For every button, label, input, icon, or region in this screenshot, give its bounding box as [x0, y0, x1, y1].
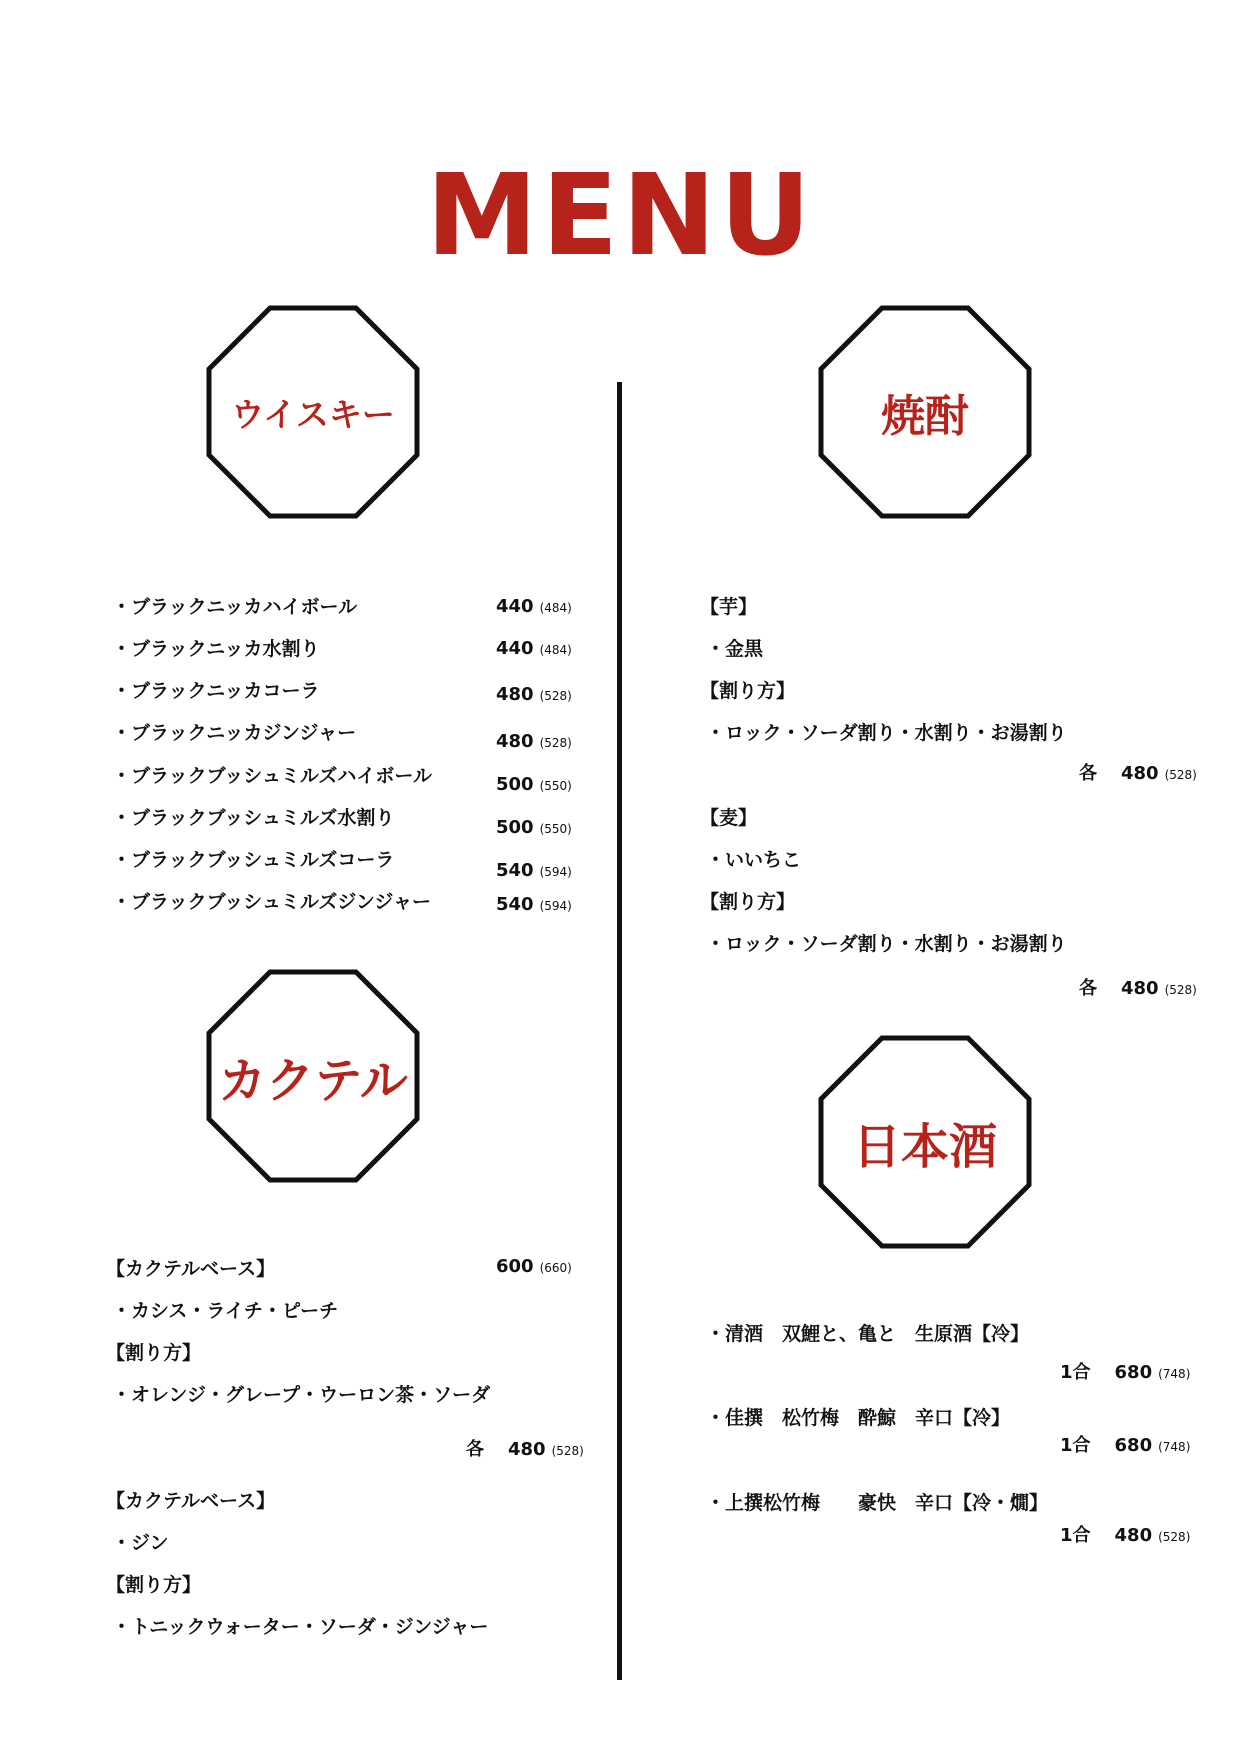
sake-item-name: ・上撰松竹梅 豪快 辛口【冷・燗】 — [706, 1492, 1049, 1514]
cocktail-mixers: ・トニックウォーター・ソーダ・ジンジャー — [112, 1616, 489, 1638]
whisky-item-name: ・ブラックニッカジンジャー — [112, 722, 357, 744]
sake-item-name: ・清酒 双鯉と、亀と 生原酒【冷】 — [706, 1323, 1030, 1345]
section-title-cocktail: カクテル — [218, 1052, 408, 1109]
section-title-shochu: 焼酎 — [881, 391, 969, 442]
section-badge-sake — [818, 1035, 1032, 1249]
price-value: 540 — [496, 860, 534, 881]
cocktail-base-header: 【カクテルベース】 — [106, 1258, 276, 1280]
whisky-item-price — [496, 862, 572, 880]
price-with-tax: (748) — [1158, 1440, 1191, 1454]
price-value: 600 — [496, 1256, 534, 1277]
price-value: 480 — [496, 731, 534, 752]
sake-item-price — [1060, 1364, 1190, 1382]
cocktail-mix-header: 【割り方】 — [106, 1342, 202, 1364]
price-with-tax: (484) — [539, 601, 572, 615]
sake-item-name: ・佳撰 松竹梅 酔鯨 辛口【冷】 — [706, 1407, 1011, 1429]
each-label: 各 — [466, 1439, 484, 1460]
price-with-tax: (594) — [539, 899, 572, 913]
cocktail-each-price — [466, 1441, 584, 1459]
price-value: 480 — [1121, 978, 1159, 999]
section-badge-shochu — [818, 305, 1032, 519]
shochu-imo-price — [1079, 765, 1197, 783]
whisky-item-name: ・ブラックニッカ水割り — [112, 638, 320, 660]
whisky-item-price — [496, 776, 572, 794]
section-title-sake: 日本酒 — [852, 1118, 997, 1175]
cocktail-base-header: 【カクテルベース】 — [106, 1490, 276, 1512]
whisky-item-price — [496, 640, 572, 658]
shochu-mugi-mixers: ・ロック・ソーダ割り・水割り・お湯割り — [706, 933, 1067, 955]
whisky-item-name: ・ブラックブッシュミルズジンジャー — [112, 891, 432, 913]
whisky-item-price — [496, 686, 572, 704]
price-value: 480 — [508, 1439, 546, 1460]
sake-item-price — [1060, 1527, 1190, 1545]
price-value: 680 — [1114, 1362, 1153, 1383]
whisky-item-price — [496, 733, 572, 751]
each-label: 各 — [1079, 978, 1097, 999]
price-value: 480 — [1114, 1525, 1153, 1546]
column-divider — [617, 382, 622, 1680]
section-badge-whisky — [206, 305, 420, 519]
sake-item-price — [1060, 1437, 1190, 1455]
price-with-tax: (594) — [539, 865, 572, 879]
price-with-tax: (528) — [1164, 983, 1197, 997]
unit-label: 1合 — [1060, 1435, 1091, 1456]
whisky-item-name: ・ブラックブッシュミルズ水割り — [112, 807, 395, 829]
shochu-imo-mixers: ・ロック・ソーダ割り・水割り・お湯割り — [706, 722, 1067, 744]
section-title-whisky: ウイスキー — [231, 394, 395, 434]
cocktail-bases: ・ジン — [112, 1532, 169, 1554]
price-with-tax: (748) — [1158, 1367, 1191, 1381]
price-value: 440 — [496, 638, 534, 659]
price-with-tax: (484) — [539, 643, 572, 657]
shochu-imo-item: ・金黒 — [706, 638, 764, 660]
price-with-tax: (660) — [539, 1261, 572, 1275]
price-with-tax: (528) — [539, 736, 572, 750]
price-with-tax: (550) — [539, 822, 572, 836]
cocktail-base-price — [496, 1258, 572, 1276]
price-value: 440 — [496, 596, 534, 617]
whisky-item-name: ・ブラックニッカコーラ — [112, 680, 320, 702]
price-with-tax: (528) — [539, 689, 572, 703]
price-value: 540 — [496, 894, 534, 915]
price-value: 680 — [1114, 1435, 1153, 1456]
shochu-mugi-mix-header: 【割り方】 — [700, 891, 796, 913]
price-value: 480 — [496, 684, 534, 705]
shochu-imo-header: 【芋】 — [700, 596, 758, 618]
whisky-item-price — [496, 819, 572, 837]
price-value: 500 — [496, 817, 534, 838]
whisky-item-name: ・ブラックブッシュミルズハイボール — [112, 765, 432, 787]
cocktail-bases: ・カシス・ライチ・ピーチ — [112, 1300, 339, 1322]
whisky-item-price — [496, 598, 572, 616]
unit-label: 1合 — [1060, 1525, 1091, 1546]
price-with-tax: (528) — [551, 1444, 584, 1458]
price-value: 480 — [1121, 763, 1159, 784]
unit-label: 1合 — [1060, 1362, 1091, 1383]
price-with-tax: (528) — [1158, 1530, 1191, 1544]
price-with-tax: (528) — [1164, 768, 1197, 782]
shochu-mugi-header: 【麦】 — [700, 807, 758, 829]
shochu-mugi-item: ・いいちこ — [706, 849, 802, 871]
shochu-mugi-price — [1079, 980, 1197, 998]
whisky-item-name: ・ブラックブッシュミルズコーラ — [112, 849, 395, 871]
whisky-item-name: ・ブラックニッカハイボール — [112, 596, 358, 618]
section-badge-cocktail — [206, 969, 420, 1183]
shochu-imo-mix-header: 【割り方】 — [700, 680, 796, 702]
each-label: 各 — [1079, 763, 1097, 784]
price-with-tax: (550) — [539, 779, 572, 793]
cocktail-mix-header: 【割り方】 — [106, 1574, 202, 1596]
price-value: 500 — [496, 774, 534, 795]
whisky-item-price — [496, 896, 572, 914]
cocktail-mixers: ・オレンジ・グレープ・ウーロン茶・ソーダ — [112, 1384, 491, 1406]
page-title: MENU — [426, 151, 815, 281]
